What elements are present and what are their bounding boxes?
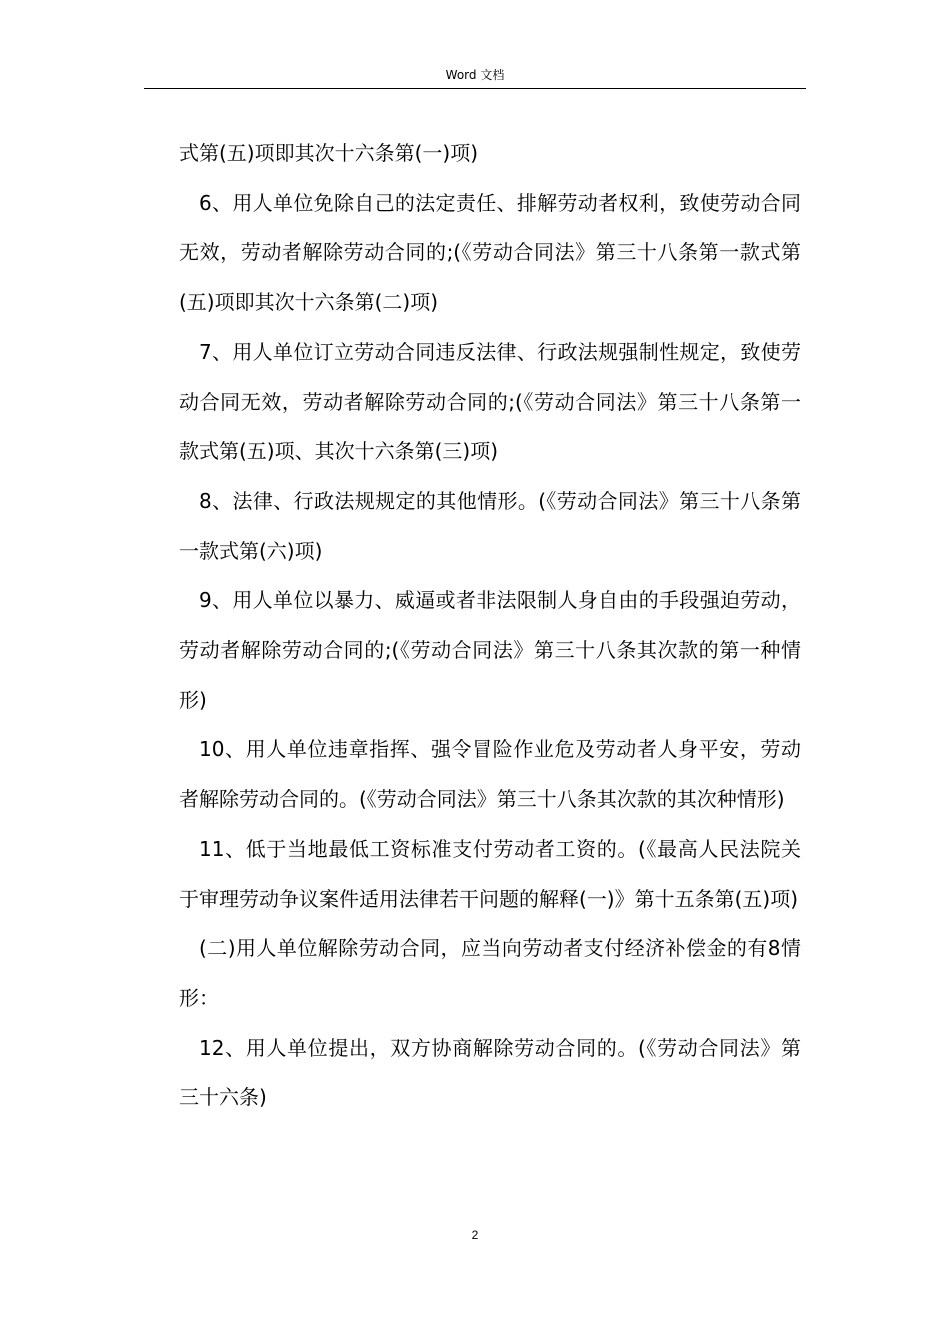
paragraph-item-10: 10、用人单位违章指挥、强令冒险作业危及劳动者人身平安，劳动者解除劳动合同的。(《劳动合同法》第三十八条其次款的其次种情形)	[179, 737, 801, 812]
document-body	[179, 129, 801, 1123]
paragraph-item-11: 11、低于当地最低工资标准支付劳动者工资的。(《最高人民法院关于审理劳动争议案件适用法律若干问题的解释(一)》第十五条第(五)项)	[179, 836, 801, 911]
paragraph-item-8: 8、法律、行政法规规定的其他情形。(《劳动合同法》第三十八条第一款式第(六)项)	[179, 488, 801, 563]
paragraph-continuation: 式第(五)项即其次十六条第(一)项)	[179, 141, 479, 165]
paragraph-item-7: 7、用人单位订立劳动合同违反法律、行政法规强制性规定，致使劳动合同无效，劳动者解除劳动合同的;(《劳动合同法》第三十八条第一款式第(五)项、其次十六条第(三)项)	[179, 339, 801, 464]
header-title: Word 文档	[445, 68, 505, 82]
page-header	[144, 66, 806, 89]
paragraph-item-9: 9、用人单位以暴力、威逼或者非法限制人身自由的手段强迫劳动，劳动者解除劳动合同的;(《劳动合同法》第三十八条其次款的第一种情形)	[179, 588, 801, 712]
page-number: 2	[471, 1228, 479, 1242]
paragraph-item-12: 12、用人单位提出，双方协商解除劳动合同的。(《劳动合同法》第三十六条)	[179, 1035, 801, 1110]
paragraph-section-2: (二)用人单位解除劳动合同，应当向劳动者支付经济补偿金的有8情形：	[179, 936, 801, 1010]
paragraph-item-6: 6、用人单位免除自己的法定责任、排解劳动者权利，致使劳动合同无效，劳动者解除劳动合同的;(《劳动合同法》第三十八条第一款式第(五)项即其次十六条第(二)项)	[179, 190, 801, 315]
